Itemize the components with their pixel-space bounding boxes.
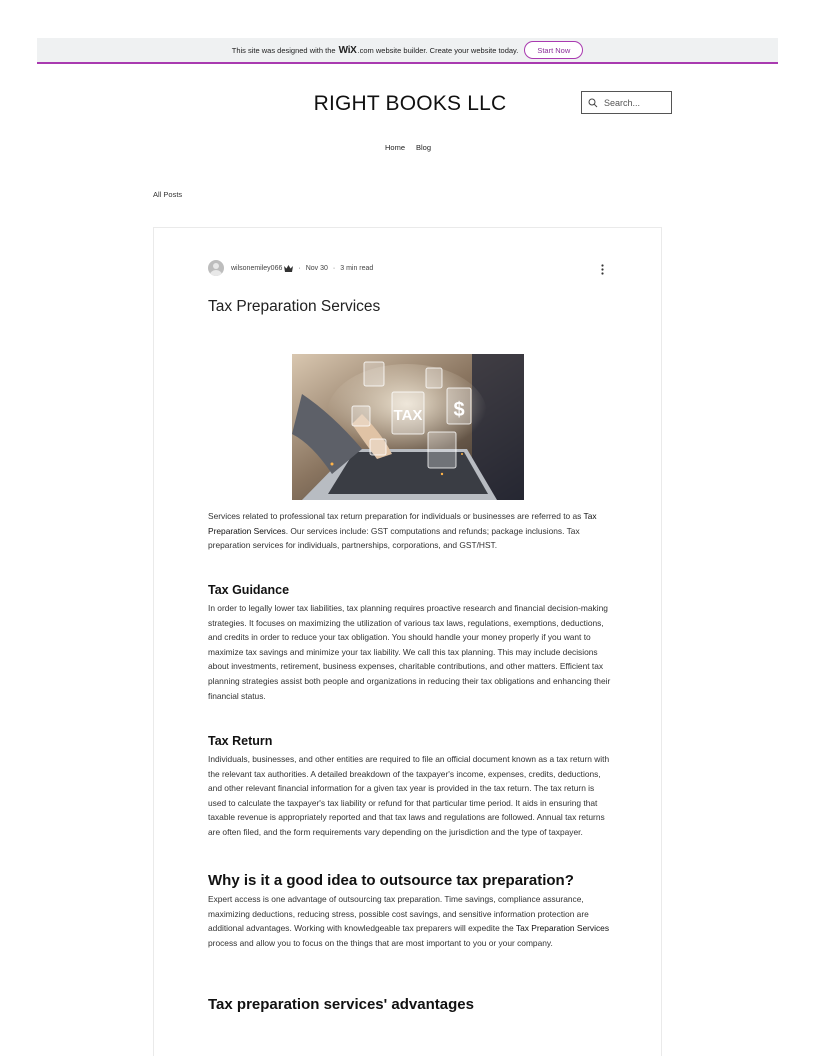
start-now-button[interactable]: Start Now (524, 41, 583, 59)
outsource-link[interactable]: Tax Preparation Services (515, 923, 610, 934)
post-date: Nov 30 (305, 264, 328, 272)
hero-tax-label: TAX (393, 407, 423, 424)
section-heading: Why is it a good idea to outsource tax preparation? (208, 872, 574, 889)
section-title: Tax Return (208, 734, 273, 748)
section-text: In order to legally lower tax liabilities, tax planning requires proactive research and financial decision-making strategies. It focuses on maximizing the utilization of various tax laws, regulations, exemptions, deductions, and credits in order to reduce your tax obligation. You should handle your money properly if you want to maximize tax savings and minimize your tax liability. We call this tax planning. This may include decisions about investments, retirement, business expenses, charitable contributions, and other matters. Efficient tax planning strategies assist both people and organizations in reducing their tax obligations and enhancing their financial status. (208, 603, 611, 701)
section-text: Individuals, businesses, and other entities are required to file an official document known as a tax return with the relevant tax authorities. A detailed breakdown of the taxpayer's income, expenses, credits, deductions, and other relevant financial information for a given tax year is provided in the tax return. The tax return is used to calculate the taxpayer's tax liability or refund for that particular time period. It aids in ensuring that taxable revenue is appropriately reported and that tax laws and regulations are followed. Annual tax returns are often filed, and the form requirements vary depending on the jurisdiction and the type of taxpayer. (208, 754, 610, 837)
post-card (153, 227, 662, 1056)
section-title: Tax Guidance (208, 583, 290, 597)
banner-text-before: This site was designed with the (231, 45, 336, 55)
hero-dollar-symbol: $ (453, 399, 465, 421)
hero-image (292, 354, 524, 500)
separator-dot: · (298, 264, 301, 272)
site-title[interactable]: RIGHT BOOKS LLC (313, 92, 507, 115)
separator-dot: · (332, 264, 336, 272)
all-posts-link[interactable]: All Posts (153, 190, 183, 199)
section-text: Expert access is one advantage of outsourcing tax preparation. Time savings, compliance assurance, maximizing deductions, reducing stress, possible cost savings, and sensitive information protection are additional advantages. Working with knowledgeable tax preparers will expedite the Tax Preparation Services process and allow you to focus on the things that are most important to you or your company. (208, 894, 610, 948)
search-icon (588, 98, 598, 108)
intro-paragraph: Services related to professional tax return preparation for individuals or businesses are referred to as Tax Preparation Services. Our services include: GST computations and refunds; package inclusions. Tax preparation services for individuals, partnerships, corporations, and GST/HST. (208, 511, 597, 551)
nav-blog[interactable]: Blog (416, 143, 432, 152)
wix-logo: WiX (338, 44, 357, 56)
search-box[interactable] (581, 91, 672, 114)
wix-banner (37, 38, 778, 64)
main-nav (0, 143, 816, 152)
section-heading: Tax preparation services' advantages (208, 996, 474, 1013)
post-title: Tax Preparation Services (208, 298, 381, 315)
read-time: 3 min read (340, 264, 374, 272)
intro-link[interactable]: Tax Preparation Services (208, 511, 597, 536)
avatar[interactable] (208, 260, 224, 276)
more-options-icon[interactable] (601, 264, 604, 275)
author-name[interactable]: wilsonemiley066 (231, 264, 283, 272)
author-row (208, 260, 373, 276)
admin-crown-icon (284, 265, 293, 272)
banner-text-after: .com website builder. Create your website today. (357, 45, 519, 55)
search-input[interactable] (604, 98, 668, 108)
nav-home[interactable]: Home (384, 143, 405, 152)
